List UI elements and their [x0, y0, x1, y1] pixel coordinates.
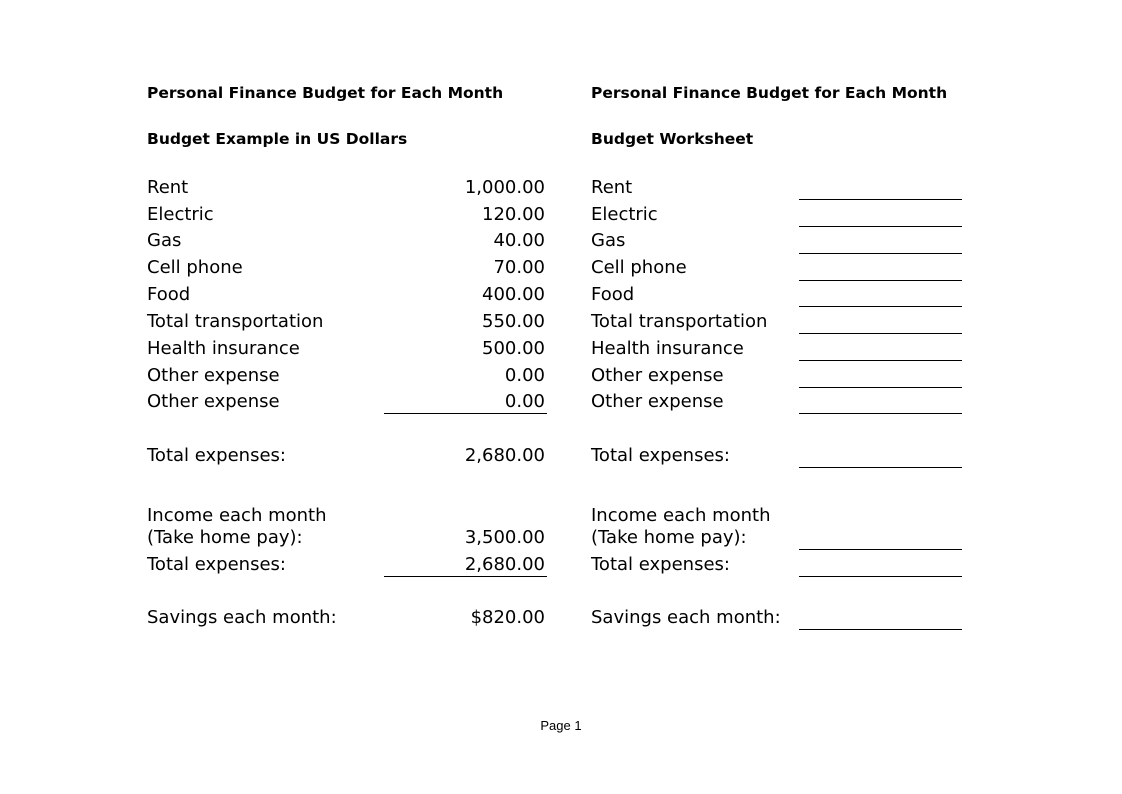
savings-label: Savings each month: [147, 607, 337, 628]
expense-label-cell-phone: Cell phone [147, 257, 243, 278]
expense-label-rent: Rent [147, 177, 189, 198]
right-title: Personal Finance Budget for Each Month [591, 84, 948, 102]
worksheet-label-electric: Electric [591, 204, 658, 225]
expense-value-electric: 120.00 [482, 204, 545, 225]
worksheet-income-label-line1: Income each month [591, 505, 771, 526]
worksheet-blank-health-insurance[interactable] [799, 360, 962, 361]
expense-label-transportation: Total transportation [147, 311, 324, 332]
worksheet-blank-electric[interactable] [799, 226, 962, 227]
worksheet-blank-total-expenses[interactable] [799, 467, 962, 468]
worksheet-label-rent: Rent [591, 177, 633, 198]
budget-example-column [147, 0, 547, 794]
total-expenses-label: Total expenses: [147, 445, 286, 466]
left-subtitle: Budget Example in US Dollars [147, 130, 408, 148]
expense-value-cell-phone: 70.00 [493, 257, 545, 278]
expense-label-gas: Gas [147, 230, 182, 251]
expense-label-health-insurance: Health insurance [147, 338, 300, 359]
worksheet-income-label-line2: (Take home pay): [591, 527, 747, 548]
expense-value-other-2: 0.00 [504, 391, 545, 412]
right-subtitle: Budget Worksheet [591, 130, 754, 148]
income-value: 3,500.00 [464, 527, 545, 548]
worksheet-label-cell-phone: Cell phone [591, 257, 687, 278]
total-expenses-value: 2,680.00 [464, 445, 545, 466]
expense-value-rent: 1,000.00 [464, 177, 545, 198]
worksheet-blank-income[interactable] [799, 549, 962, 550]
expense-value-transportation: 550.00 [482, 311, 545, 332]
left-title: Personal Finance Budget for Each Month [147, 84, 504, 102]
worksheet-blank-transportation[interactable] [799, 333, 962, 334]
expense-value-other-1: 0.00 [504, 365, 545, 386]
worksheet-blank-total-expenses2[interactable] [799, 576, 962, 577]
expense-value-food: 400.00 [482, 284, 545, 305]
worksheet-blank-other-1[interactable] [799, 387, 962, 388]
worksheet-blank-savings[interactable] [799, 629, 962, 630]
worksheet-total-expenses2-label: Total expenses: [591, 554, 730, 575]
income-label-line2: (Take home pay): [147, 527, 303, 548]
total-expenses2-label: Total expenses: [147, 554, 286, 575]
expense-label-other-2: Other expense [147, 391, 280, 412]
expense-label-other-1: Other expense [147, 365, 280, 386]
worksheet-blank-rent[interactable] [799, 199, 962, 200]
subtotal-divider [384, 413, 547, 414]
worksheet-blank-food[interactable] [799, 306, 962, 307]
worksheet-total-expenses-label: Total expenses: [591, 445, 730, 466]
income-label-line1: Income each month [147, 505, 327, 526]
worksheet-savings-label: Savings each month: [591, 607, 781, 628]
worksheet-blank-gas[interactable] [799, 253, 962, 254]
savings-value: $820.00 [470, 607, 545, 628]
worksheet-label-food: Food [591, 284, 635, 305]
budget-worksheet-column [591, 0, 963, 794]
worksheet-blank-other-2[interactable] [799, 413, 962, 414]
worksheet-label-gas: Gas [591, 230, 626, 251]
worksheet-label-other-2: Other expense [591, 391, 724, 412]
expense-value-health-insurance: 500.00 [482, 338, 545, 359]
worksheet-label-health-insurance: Health insurance [591, 338, 744, 359]
expense-label-food: Food [147, 284, 191, 305]
worksheet-label-other-1: Other expense [591, 365, 724, 386]
worksheet-blank-cell-phone[interactable] [799, 280, 962, 281]
expense-value-gas: 40.00 [493, 230, 545, 251]
worksheet-label-transportation: Total transportation [591, 311, 768, 332]
page-number: Page 1 [540, 718, 582, 733]
total-expenses2-value: 2,680.00 [464, 554, 545, 575]
savings-divider [384, 576, 547, 577]
expense-label-electric: Electric [147, 204, 214, 225]
